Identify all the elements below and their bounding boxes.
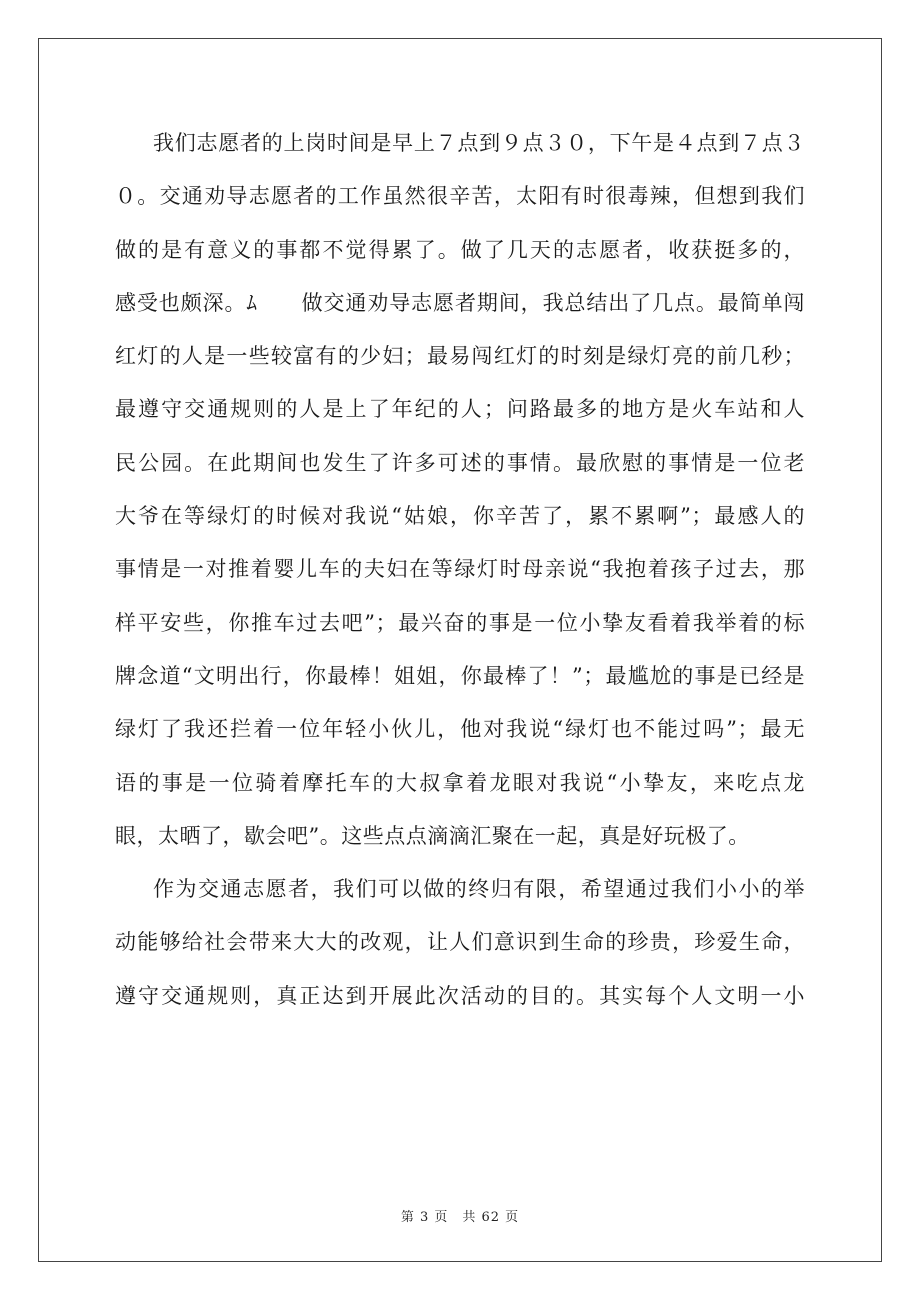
text-line: 民公园。在此期间也发生了许多可述的事情。最欣慰的事情是一位老 [115, 450, 805, 475]
text-line: 红灯的人是一些较富有的少妇；最易闯红灯的时刻是绿灯亮的前几秒； [115, 344, 805, 369]
text-line: 事情是一对推着婴儿车的夫妇在等绿灯时母亲说“我抱着孩子过去，那 [115, 557, 805, 582]
text-line: 做的是有意义的事都不觉得累了。做了几天的志愿者，收获挺多的， [115, 237, 805, 262]
text-line: 样平安些，你推车过去吧”；最兴奋的事是一位小挚友看着我举着的标 [115, 610, 805, 635]
text-line: 大爷在等绿灯的时候对我说“姑娘，你辛苦了，累不累啊”；最感人的 [115, 504, 805, 529]
document-body [115, 117, 805, 1023]
text-line: 作为交通志愿者，我们可以做的终归有限，希望通过我们小小的举 [153, 877, 805, 902]
text-line: 动能够给社会带来大大的改观，让人们意识到生命的珍贵，珍爱生命， [115, 930, 805, 955]
text-line: ０。交通劝导志愿者的工作虽然很辛苦，太阳有时很毒辣，但想到我们 [115, 184, 805, 209]
text-line: 绿灯了我还拦着一位年轻小伙儿，他对我说“绿灯也不能过吗”；最无 [115, 717, 805, 742]
text-line: 最遵守交通规则的人是上了年纪的人；问路最多的地方是火车站和人 [115, 397, 805, 422]
text-line: 遵守交通规则，真正达到开展此次活动的目的。其实每个人文明一小 [115, 983, 805, 1008]
text-line: 感受也颇深。ﾑ 做交通劝导志愿者期间，我总结出了几点。最简单闯 [115, 290, 805, 315]
text-line: 牌念道“文明出行，你最棒！姐姐，你最棒了！”；最尴尬的事是已经是 [115, 663, 805, 688]
text-line: 语的事是一位骑着摩托车的大叔拿着龙眼对我说“小挚友，来吃点龙 [115, 770, 805, 795]
text-line: 我们志愿者的上岗时间是早上７点到９点３０，下午是４点到７点３ [153, 131, 805, 155]
text-line: 眼，太晒了，歇会吧”。这些点点滴滴汇聚在一起，真是好玩极了。 [115, 823, 750, 848]
page-number-footer: 第 3 页 共 62 页 [400, 1210, 520, 1225]
